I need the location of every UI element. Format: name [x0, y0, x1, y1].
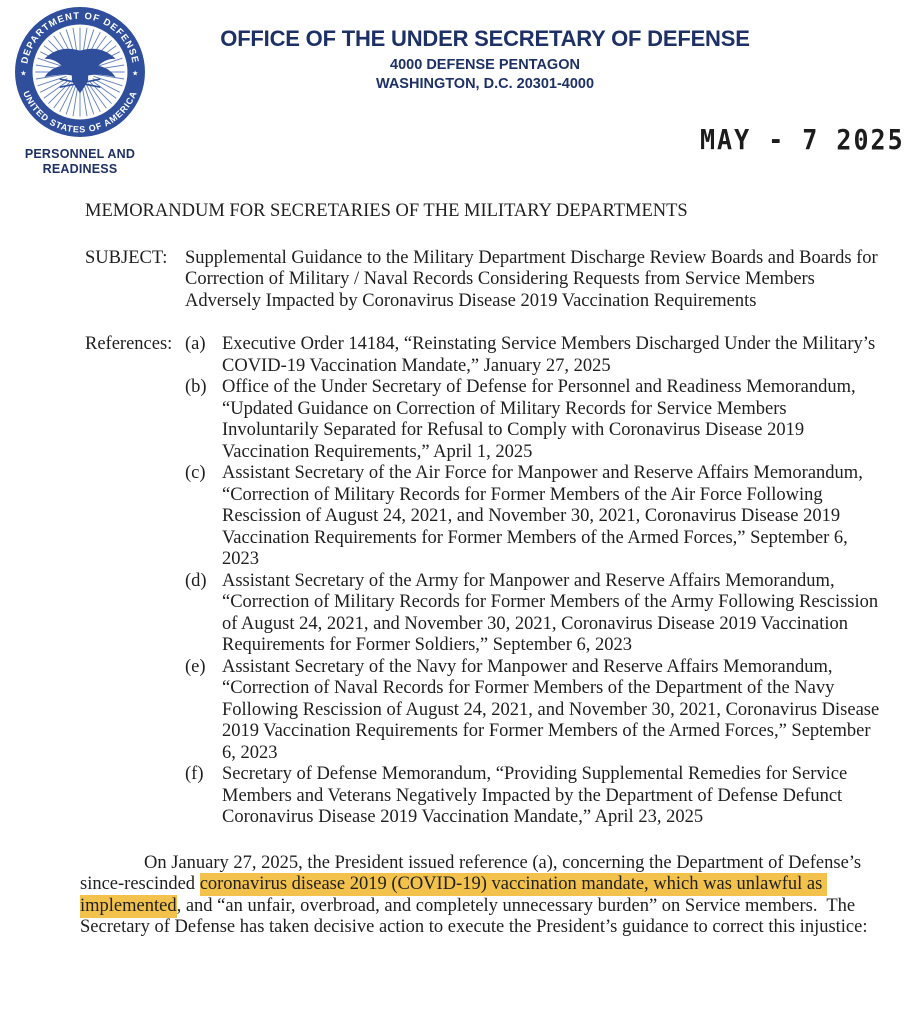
- office-title: OFFICE OF THE UNDER SECRETARY OF DEFENSE: [220, 26, 750, 51]
- memo-body: [80, 201, 882, 939]
- reference-item-label: (d): [185, 570, 207, 591]
- reference-item-label: (e): [185, 656, 206, 677]
- closing-paragraph: [80, 853, 882, 939]
- seal-left-star-icon: ★: [20, 68, 27, 78]
- reference-item-text: Assistant Secretary of the Army for Manpower and Reserve Affairs Memorandum, “Correction of Military Records for Former Members of the Army Following Rescission of August 24, 2021, and November 30, 2021, Coronavirus Disease 2019 Vaccination Requirements for Former Soldiers,” September 6, 2023: [222, 570, 879, 655]
- reference-item: [185, 377, 882, 463]
- address-block: [180, 56, 790, 94]
- seal-right-star-icon: ★: [131, 68, 139, 78]
- memorandum-addressee-line: MEMORANDUM FOR SECRETARIES OF THE MILITARY DEPARTMENTS: [85, 201, 688, 221]
- reference-item: [185, 463, 882, 571]
- paragraph-text: , and “an unfair, overbroad, and completely unnecessary burden” on Service members. The Secretary of Defense has taken decisive action to execute the President’s guidance to correct this injustice:: [80, 895, 868, 937]
- reference-item: [185, 571, 882, 657]
- references-label: References:: [85, 334, 173, 354]
- reference-item-text: Assistant Secretary of the Navy for Manpower and Reserve Affairs Memorandum, “Correction of Naval Records for Former Members of the Department of the Navy Following Rescission of August 24, 2021, and November 30, 2021, Coronavirus Disease 2019 Vaccination Requirements for Former Members of the Armed Forces,” September 6, 2023: [222, 656, 880, 763]
- reference-item-label: (a): [185, 334, 206, 354]
- reference-item-text: Office of the Under Secretary of Defense for Personnel and Readiness Memorandum, “Updated Guidance on Correction of Military Records for Service Members Involuntarily Separated for Refusal to Comply with Coronavirus Disease 2019 Vaccination Requirements,” April 1, 2025: [222, 377, 856, 462]
- reference-item: [185, 764, 882, 829]
- references-list: [185, 334, 882, 829]
- subject-label: SUBJECT:: [85, 247, 168, 268]
- reference-item: [185, 657, 882, 765]
- references-row: [85, 334, 882, 829]
- reference-item-label: (c): [185, 463, 206, 483]
- highlighted-text: coronavirus disease 2019 (COVID-19) vaccination mandate, which was unlawful as implemented: [80, 874, 827, 916]
- seal-bottom-text: UNITED STATES OF AMERICA: [21, 89, 139, 135]
- dod-seal-graphic: [14, 6, 146, 138]
- address-line-2: WASHINGTON, D.C. 20301-4000: [375, 76, 595, 92]
- subject-row: [85, 248, 882, 313]
- paragraph-text: On January 27, 2025, the President issued reference (a), concerning the Department of Defense’s since-rescinded: [80, 852, 866, 894]
- address-line-1: 4000 DEFENSE PENTAGON: [390, 57, 580, 73]
- personnel-readiness-label: PERSONNEL AND READINESS: [24, 147, 136, 176]
- reference-item: [185, 334, 882, 377]
- reference-item-label: (f): [185, 764, 204, 784]
- reference-item-text: Executive Order 14184, “Reinstating Service Members Discharged Under the Military’s COVID-19 Vaccination Mandate,” January 27, 2025: [222, 334, 876, 376]
- letterhead: [180, 26, 790, 94]
- dod-seal: [14, 6, 146, 138]
- reference-item-text: Assistant Secretary of the Air Force for Manpower and Reserve Affairs Memorandum, “Correction of Military Records for Former Members of the Air Force Following Rescission of August 24, 2021, and November 30, 2021, Coronavirus Disease 2019 Vaccination Requirements for Former Members of the Armed Forces,” September 6, 2023: [222, 463, 863, 569]
- seal-top-text: DEPARTMENT OF DEFENSE: [19, 10, 141, 65]
- reference-item-text: Secretary of Defense Memorandum, “Providing Supplemental Remedies for Service Members and Veterans Negatively Impacted by the Department of Defense Defunct Coronavirus Disease 2019 Vaccination Mandate,” April 23, 2025: [222, 764, 848, 827]
- subject-text: Supplemental Guidance to the Military Department Discharge Review Boards and Boards for Correction of Military / Naval Records Considering Requests from Service Members Adversely Impacted by Coronavirus Disease 2019 Vaccination Requirements: [185, 247, 878, 311]
- reference-item-label: (b): [185, 377, 207, 397]
- date-stamp: MAY - 7 2025: [700, 123, 905, 156]
